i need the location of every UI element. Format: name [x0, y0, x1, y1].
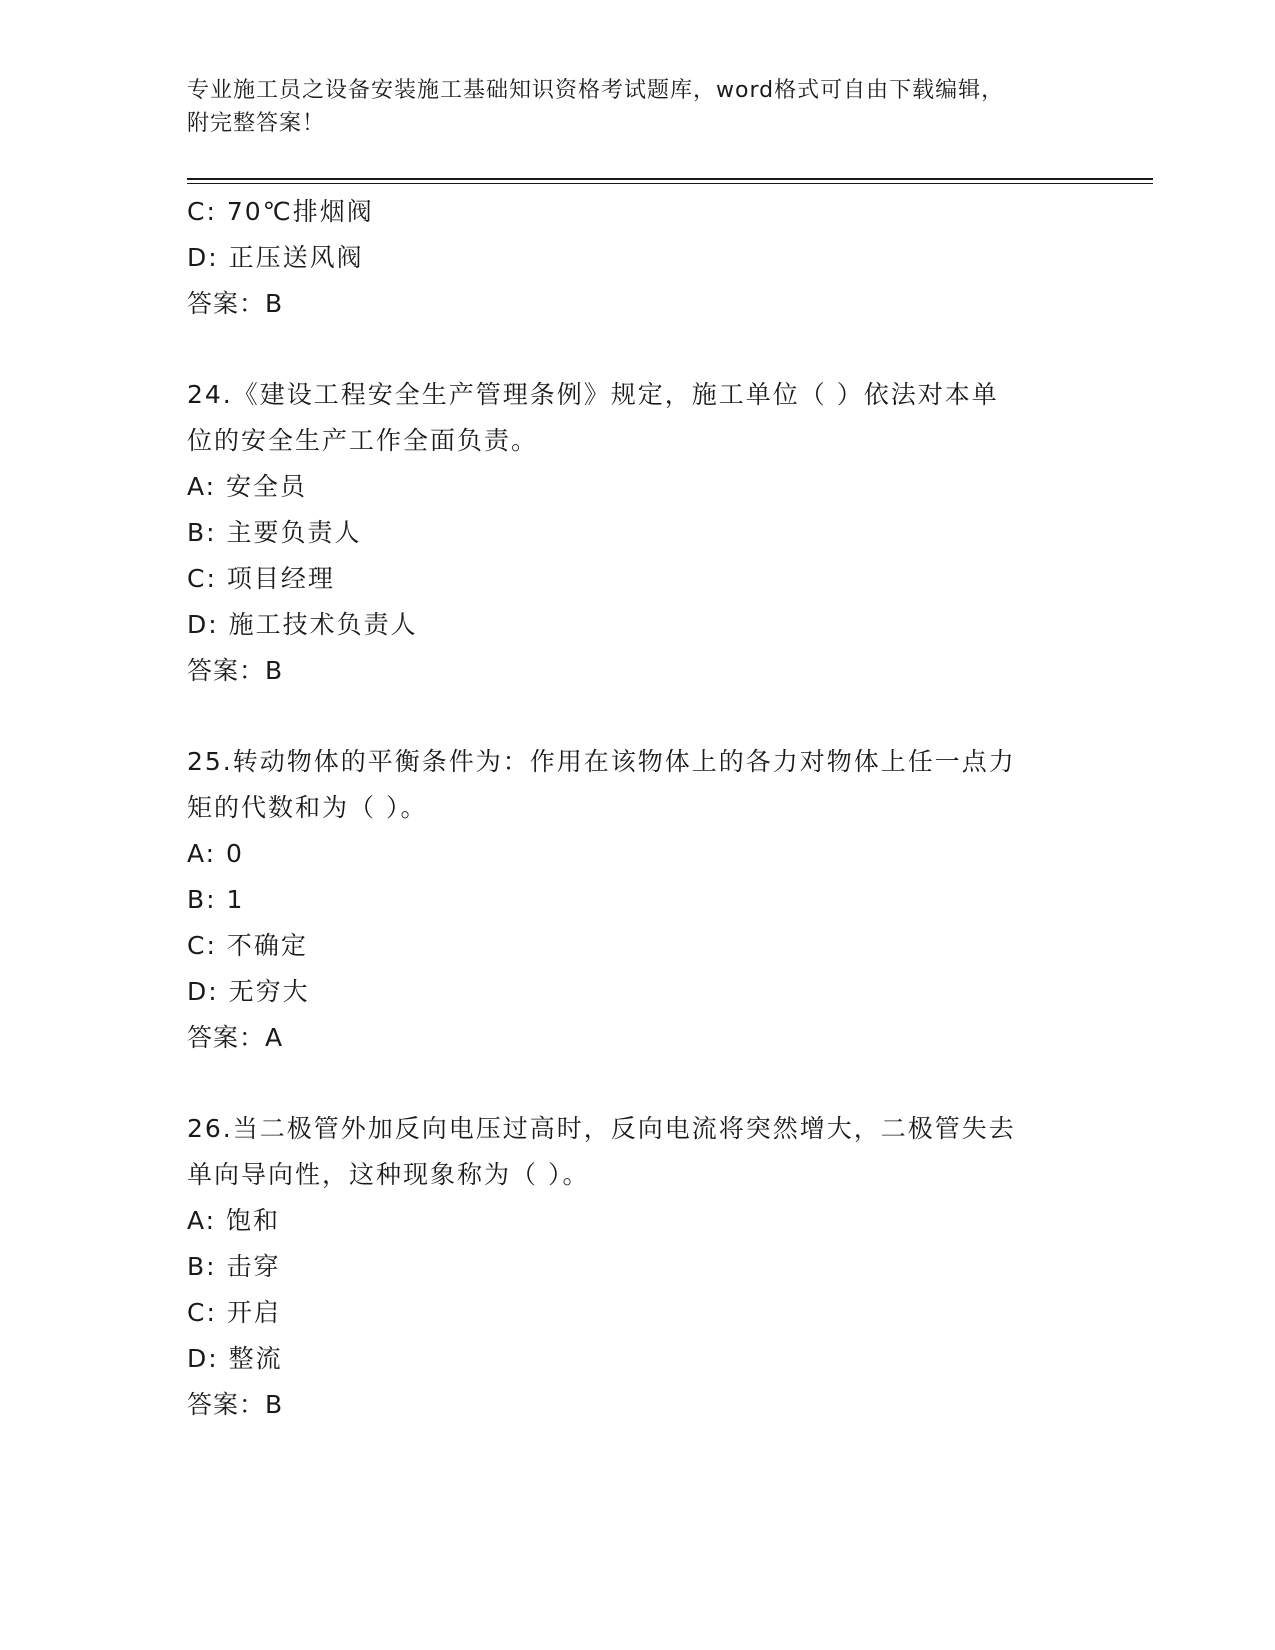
question-text-line-2: 矩的代数和为（ ）。: [187, 793, 428, 822]
option-a: A: 0: [187, 839, 244, 868]
question-block-25: [187, 739, 1087, 1061]
option-d: D: 整流: [187, 1344, 283, 1373]
option-a: A: 安全员: [187, 472, 308, 501]
header-line-2: 附完整答案！: [187, 111, 326, 136]
question-block-24: [187, 372, 1087, 694]
option-b: B: 主要负责人: [187, 518, 362, 547]
header-divider-thick: [187, 178, 1153, 180]
option-c: C: 70℃排烟阀: [187, 197, 374, 226]
option-b: B: 击穿: [187, 1252, 281, 1281]
option-d: D: 施工技术负责人: [187, 610, 418, 639]
header-divider-thin: [187, 183, 1153, 184]
question-list: [187, 189, 1087, 1428]
document-header: [187, 74, 1067, 140]
question-text-line-2: 位的安全生产工作全面负责。: [187, 426, 539, 455]
option-d: D: 正压送风阀: [187, 243, 364, 272]
option-d: D: 无穷大: [187, 977, 310, 1006]
question-block-23: [187, 189, 1087, 327]
option-c: C: 开启: [187, 1298, 281, 1327]
option-c: C: 不确定: [187, 931, 308, 960]
question-block-26: [187, 1106, 1087, 1428]
header-line-1: 专业施工员之设备安装施工基础知识资格考试题库，word格式可自由下载编辑，: [187, 78, 1005, 103]
option-b: B: 1: [187, 885, 245, 914]
question-text-line-1: 25.转动物体的平衡条件为：作用在该物体上的各力对物体上任一点力: [187, 747, 1016, 776]
question-text-line-1: 24.《建设工程安全生产管理条例》规定，施工单位（ ）依法对本单: [187, 380, 999, 409]
answer-line: 答案：B: [187, 289, 284, 318]
option-a: A: 饱和: [187, 1206, 281, 1235]
answer-line: 答案：B: [187, 1390, 284, 1419]
answer-line: 答案：A: [187, 1023, 284, 1052]
option-c: C: 项目经理: [187, 564, 335, 593]
question-text-line-2: 单向导向性，这种现象称为（ ）。: [187, 1160, 590, 1189]
question-text-line-1: 26.当二极管外加反向电压过高时，反向电流将突然增大，二极管失去: [187, 1114, 1016, 1143]
answer-line: 答案：B: [187, 656, 284, 685]
